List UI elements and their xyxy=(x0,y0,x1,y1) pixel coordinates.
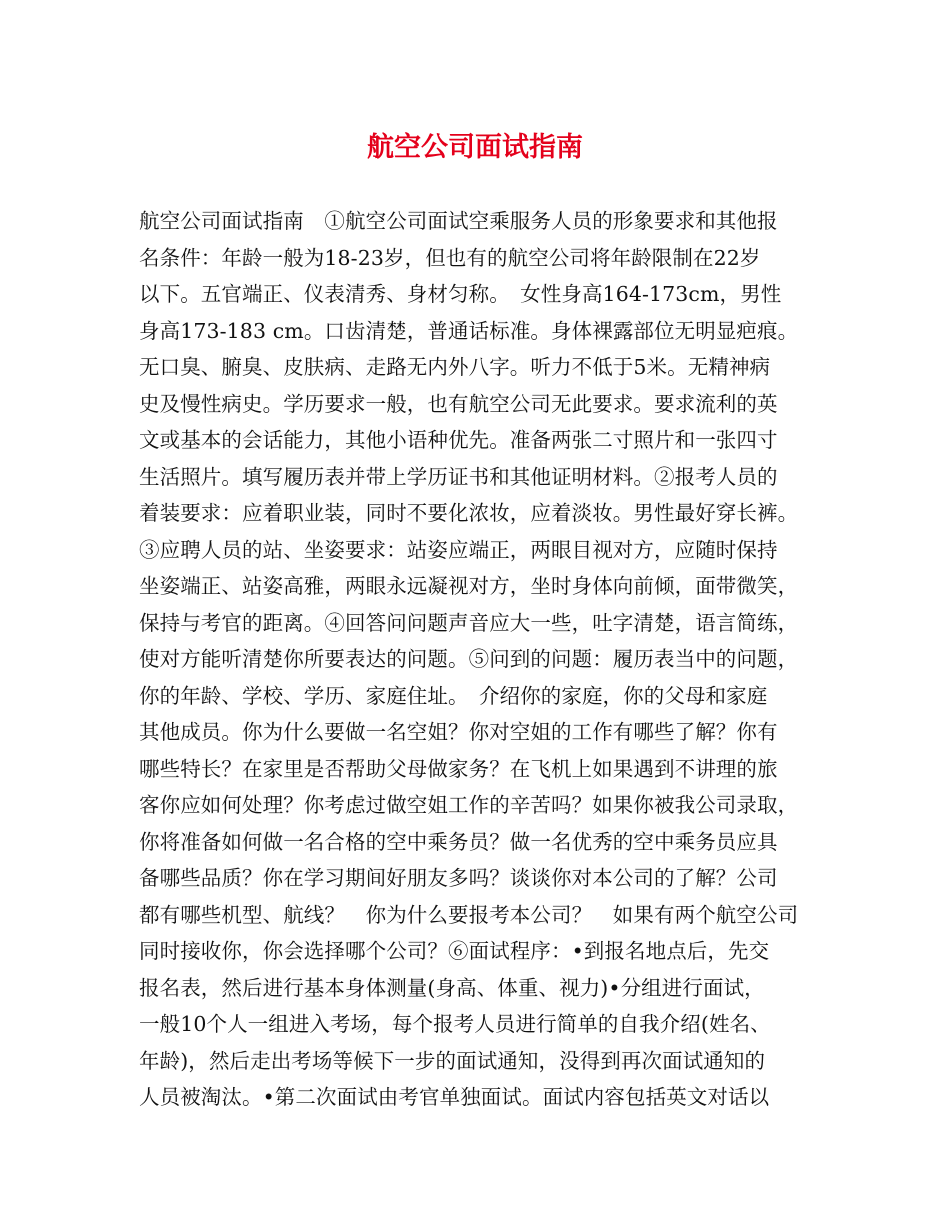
document-body: 航空公司面试指南 ①航空公司面试空乘服务人员的形象要求和其他报 名条件：年龄一般为18-23岁，但也有的航空公司将年龄限制在22岁 以下。五官端正、仪表清秀、身材匀称。 女性身高164-173cm，男性 身高173-183 cm。口齿清楚，普通话标准。身体裸露部位无明显疤痕。 无口臭、腑臭、皮肤病、走路无内外八字。听力不低于5米。无精神病 史及慢性病史。学历要求一般，也有航空公司无此要求。要求流利的英 文或基本的会话能力，其他小语种优先。准备两张二寸照片和一张四寸 生活照片。填写履历表并带上学历证书和其他证明材料。②报考人员的 着装要求：应着职业装，同时不要化浓妆，应着淡妆。男性最好穿长裤。 ③应聘人员的站、坐姿要求：站姿应端正，两眼目视对方，应随时保持 坐姿端正、站姿高雅，两眼永远凝视对方，坐时身体向前倾，面带微笑， 保持与考官的距离。④回答问问题声音应大一些，吐字清楚，语言简练， 使对方能听清楚你所要表达的问题。⑤问到的问题：履历表当中的问题， 你的年龄、学校、学历、家庭住址。 介绍你的家庭，你的父母和家庭 其他成员。你为什么要做一名空姐？你对空姐的工作有哪些了解？你有 哪些特长？在家里是否帮助父母做家务？在飞机上如果遇到不讲理的旅 客你应如何处理？你考虑过做空姐工作的辛苦吗？如果你被我公司录取， 你将准备如何做一名合格的空中乘务员？做一名优秀的空中乘务员应具 备哪些品质？你在学习期间好朋友多吗？谈谈你对本公司的了解？公司 都有哪些机型、航线？ 你为什么要报考本公司？ 如果有两个航空公司 同时接收你，你会选择哪个公司？⑥面试程序：•到报名地点后，先交 报名表，然后进行基本身体测量(身高、体重、视力)•分组进行面试， 一般10个人一组进入考场，每个报考人员进行简单的自我介绍(姓名、 年龄)，然后走出考场等候下一步的面试通知，没得到再次面试通知的 人员被淘汰。•第二次面试由考官单独面试。面试内容包括英文对话以 xyxy=(139,209,799,1109)
document-title: 航空公司面试指南 xyxy=(367,132,583,163)
